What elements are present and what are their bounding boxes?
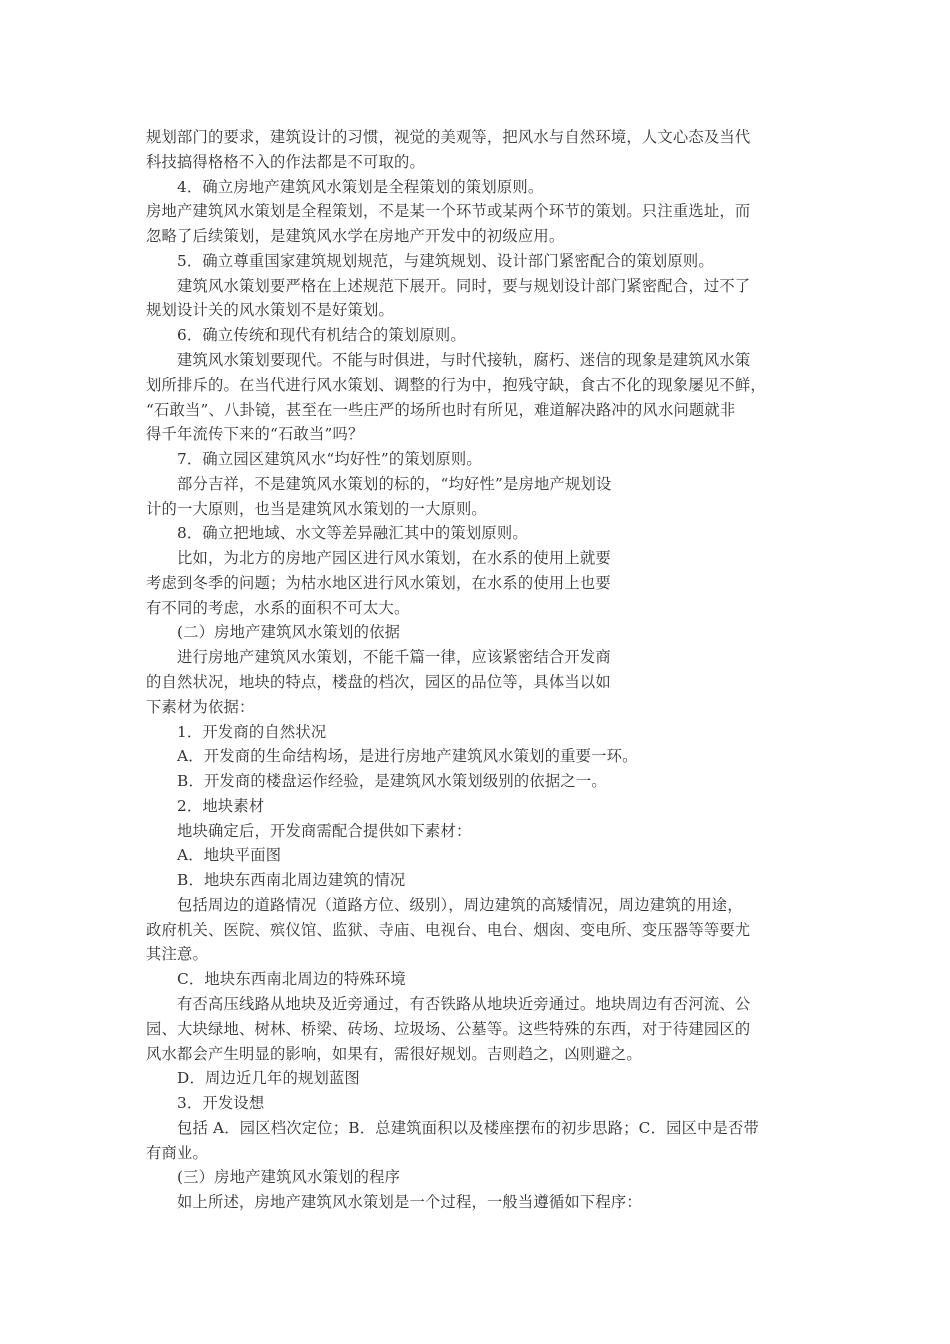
text-line: 得千年流传下来的“石敢当”吗？ [146, 425, 364, 444]
text-line: 有不同的考虑，水系的面积不可太大。 [146, 598, 410, 617]
text-line: 规划部门的要求，建筑设计的习惯，视觉的美观等，把风水与自然环境，人文心态及当代 [146, 128, 751, 146]
text-line: 2．地块素材 [177, 796, 265, 815]
text-line: 其注意。 [146, 945, 208, 964]
text-line: 划所排斥的。在当代进行风水策划、调整的行为中，抱残守缺，食古不化的现象屡见不鲜， [146, 375, 766, 394]
text-line: 建筑风水策划要现代。不能与时俱进，与时代接轨，腐朽、迷信的现象是建筑风水策 [177, 350, 751, 369]
text-line: A．地块平面图 [177, 846, 282, 865]
text-line: 包括周边的道路情况（道路方位、级别），周边建筑的高矮情况，周边建筑的用途， [177, 895, 743, 914]
text-line: 下素材为依据： [146, 697, 255, 716]
text-line: C．地块东西南北周边的特殊环境 [177, 970, 406, 989]
text-line: 如上所述，房地产建筑风水策划是一个过程，一般当遵循如下程序： [177, 1193, 642, 1212]
text-line: 进行房地产建筑风水策划，不能千篇一律，应该紧密结合开发商 [177, 648, 611, 667]
text-line: 规划设计关的风水策划不是好策划。 [146, 301, 394, 320]
text-line: 房地产建筑风水策划是全程策划，不是某一个环节或某两个环节的策划。只注重选址，而 [146, 202, 751, 221]
text-line: 建筑风水策划要严格在上述规范下展开。同时，要与规划设计部门紧密配合，过不了 [177, 276, 751, 295]
text-line: B．开发商的楼盘运作经验，是建筑风水策划级别的依据之一。 [177, 772, 607, 790]
text-line: D．周边近几年的规划蓝图 [177, 1069, 360, 1088]
text-line: 忽略了后续策划，是建筑风水学在房地产开发中的初级应用。 [146, 227, 565, 246]
text-line: 部分吉祥，不是建筑风水策划的标的，“均好性”是房地产规划设 [177, 474, 612, 493]
text-line: 的自然状况，地块的特点，楼盘的档次，园区的品位等，具体当以如 [146, 672, 611, 691]
text-line: 考虑到冬季的问题；为枯水地区进行风水策划，在水系的使用上也要 [146, 573, 611, 592]
text-line: 1．开发商的自然状况 [177, 722, 327, 741]
text-line: (二）房地产建筑风水策划的依据 [177, 623, 401, 642]
text-line: 包括 A．园区档次定位；B．总建筑面积以及楼座摆布的初步思路；C．园区中是否带 [177, 1118, 760, 1137]
text-line: 7．确立园区建筑风水“均好性”的策划原则。 [177, 450, 482, 468]
text-line: 4．确立房地产建筑风水策划是全程策划的策划原则。 [177, 177, 544, 196]
text-line: 5．确立尊重国家建筑规划规范，与建筑规划、设计部门紧密配合的策划原则。 [177, 251, 714, 270]
text-line: 有否高压线路从地块及近旁通过，有否铁路从地块近旁通过。地块周边有否河流、公 [177, 994, 751, 1013]
text-line: B．地块东西南北周边建筑的情况 [177, 871, 406, 890]
text-line: 地块确定后，开发商需配合提供如下素材： [177, 821, 472, 840]
text-line: 园、大块绿地、树林、桥梁、砖场、垃圾场、公墓等。这些特殊的东西，对于待建园区的 [146, 1019, 751, 1038]
text-line: 科技搞得格格不入的作法都是不可取的。 [146, 152, 425, 171]
text-line: 比如，为北方的房地产园区进行风水策划，在水系的使用上就要 [177, 549, 611, 568]
text-line: 计的一大原则，也当是建筑风水策划的一大原则。 [146, 499, 487, 518]
text-line: 有商业。 [146, 1143, 208, 1162]
text-line: “石敢当”、八卦镜，甚至在一些庄严的场所也时有所见，难道解决路冲的风水问题就非 [146, 400, 736, 419]
text-line: (三）房地产建筑风水策划的程序 [177, 1168, 401, 1187]
text-line: 风水都会产生明显的影响，如果有，需很好规划。吉则趋之，凶则避之。 [146, 1044, 642, 1063]
text-line: 3．开发设想 [177, 1094, 265, 1112]
text-line: A．开发商的生命结构场，是进行房地产建筑风水策划的重要一环。 [177, 747, 638, 766]
text-line: 6．确立传统和现代有机结合的策划原则。 [177, 326, 466, 345]
text-line: 政府机关、医院、殡仪馆、监狱、寺庙、电视台、电台、烟囱、变电所、变压器等等要尤 [146, 920, 751, 939]
text-line: 8．确立把地域、水文等差异融汇其中的策划原则。 [177, 524, 528, 543]
